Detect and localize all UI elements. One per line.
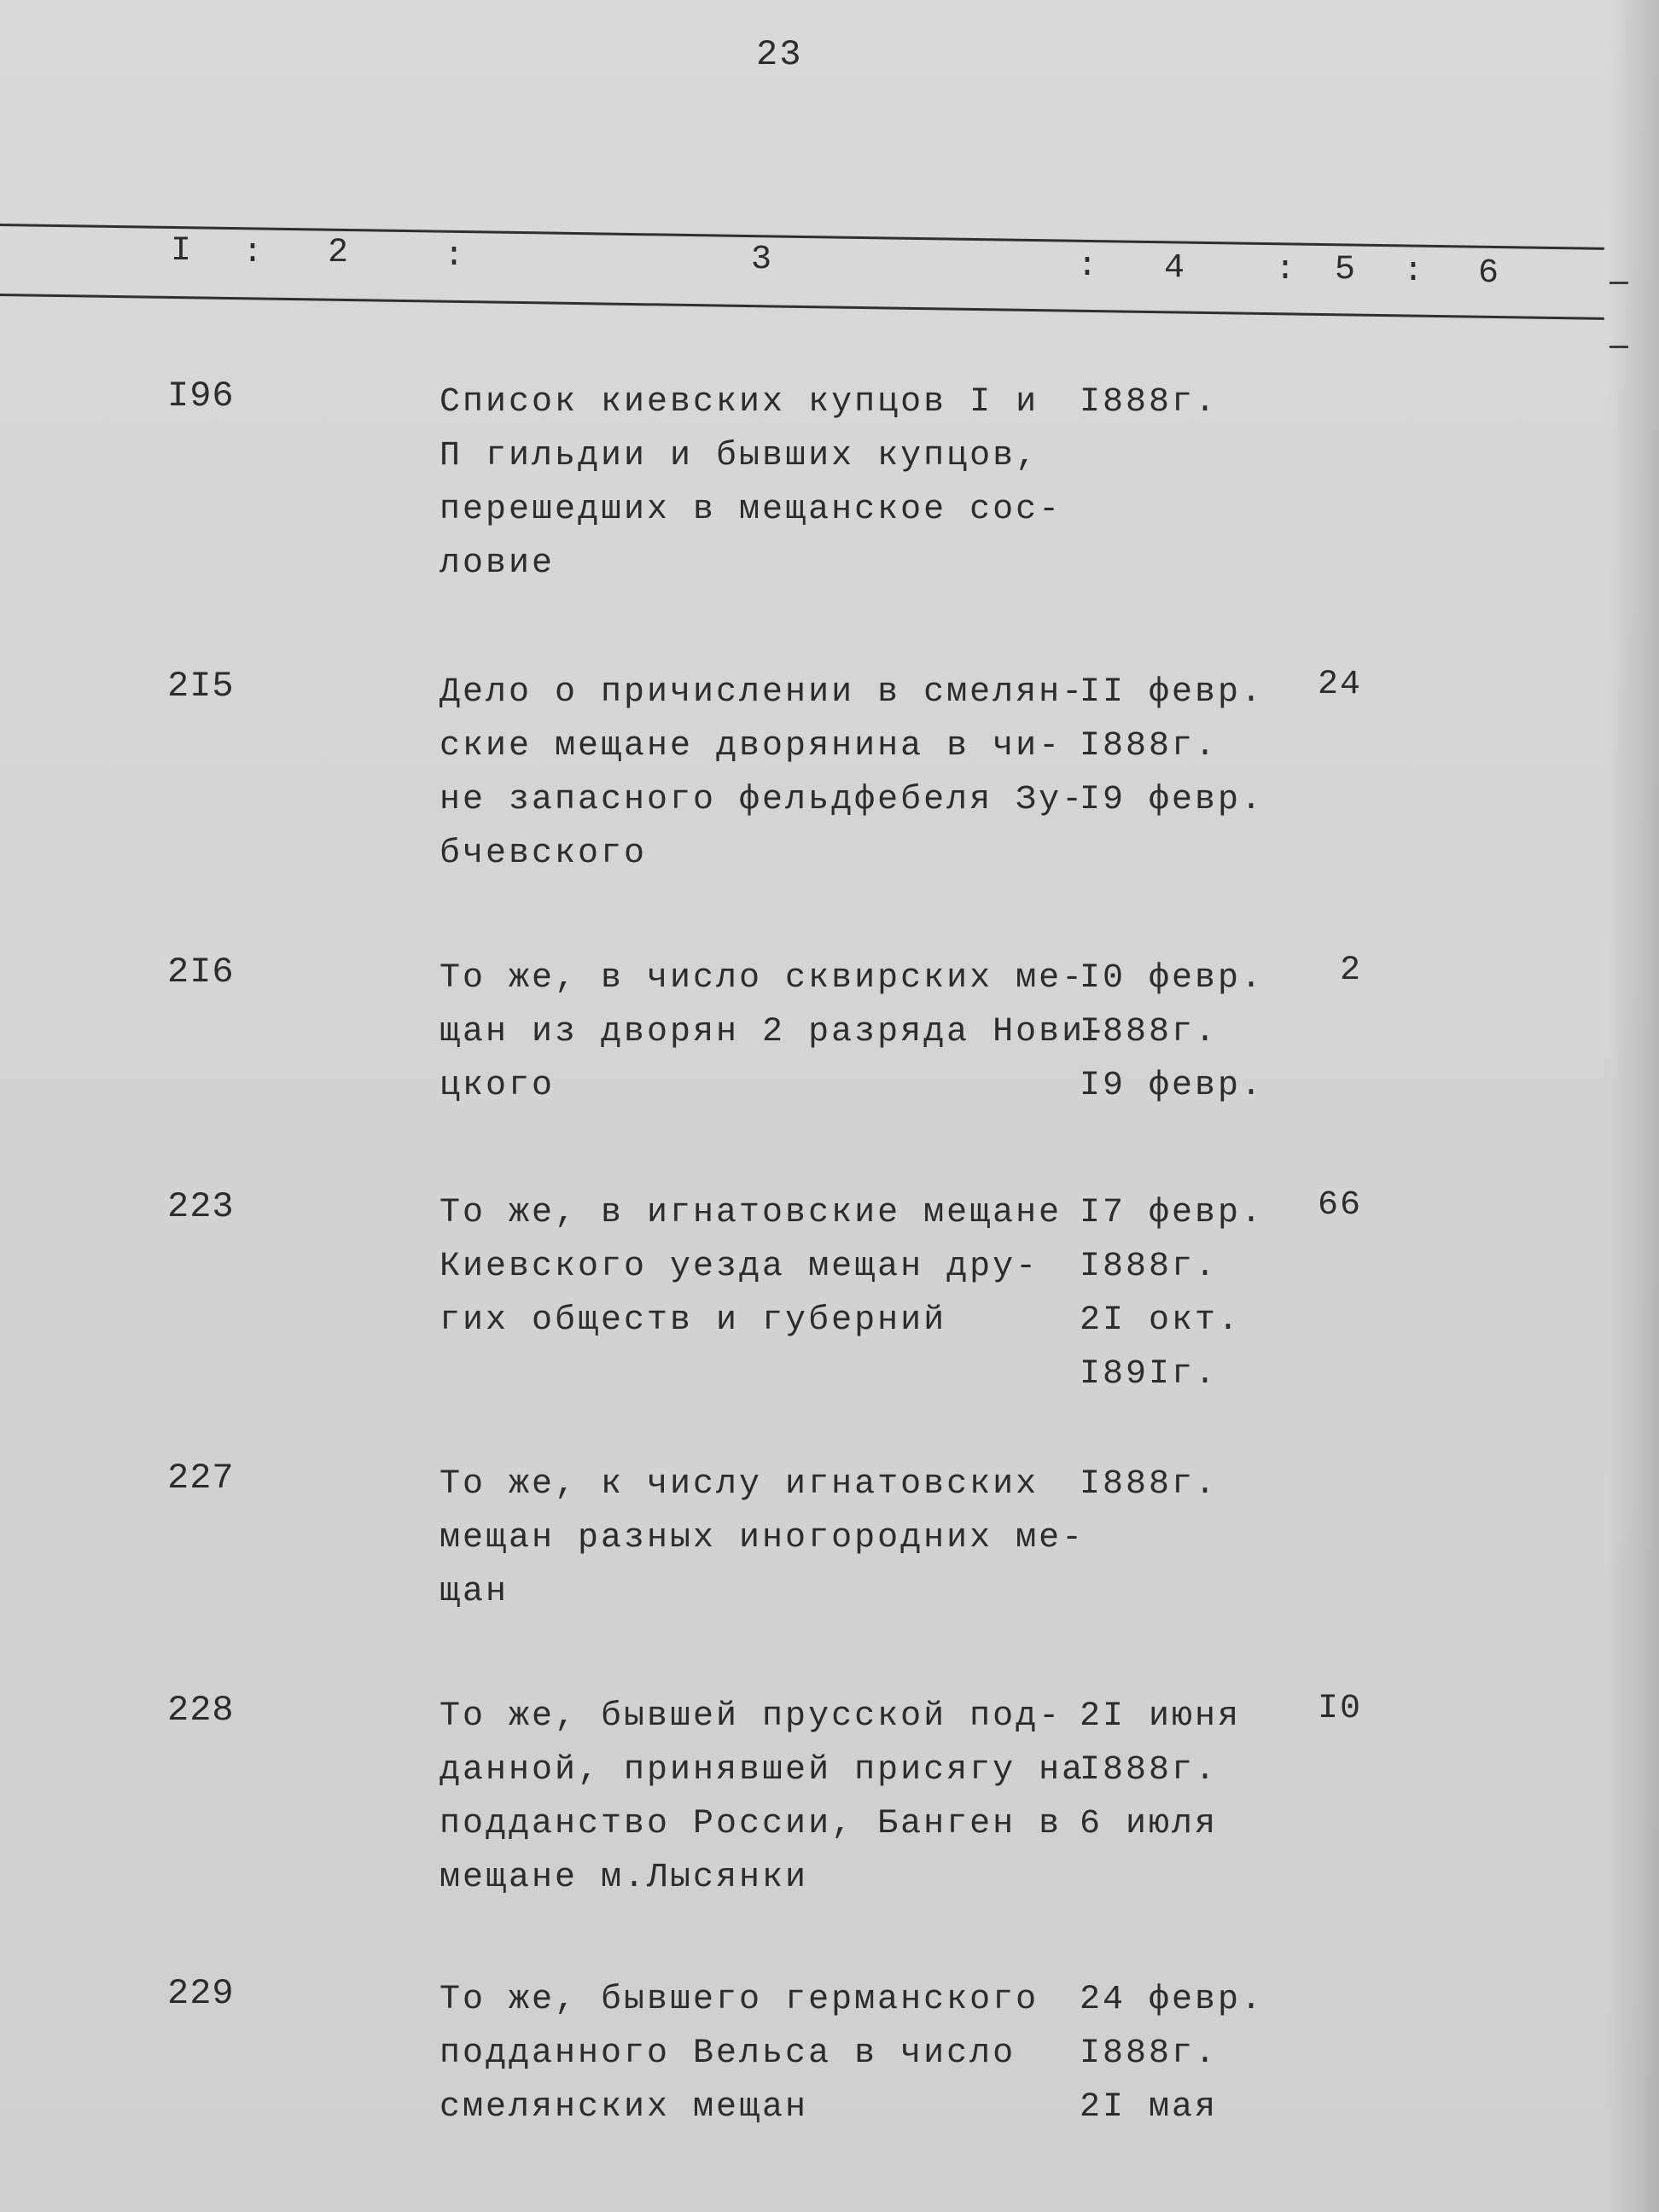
entry-description [439, 1690, 1086, 1905]
description-line: Список киевских купцов I и [439, 383, 1039, 422]
description-line: ские мещане дворянина в чи- [439, 727, 1062, 765]
description-line: подданство России, Банген в [439, 1805, 1062, 1843]
description-line: перешедших в мещанское сос- [439, 491, 1062, 529]
entry-description [439, 952, 1109, 1113]
description-line: Дело о причислении в смелян- [439, 673, 1086, 712]
description-line: ловие [439, 544, 556, 583]
date-line: 2I окт. [1080, 1301, 1242, 1340]
entry-number: I96 [167, 375, 235, 416]
description-line: мещан разных иногородних ме- [439, 1519, 1086, 1557]
date-line: I0 февр. [1080, 959, 1265, 998]
date-line: 2I мая [1080, 2088, 1219, 2127]
entry-number: 227 [167, 1458, 235, 1499]
entry-number: 2I5 [167, 666, 235, 707]
entry-dates [1080, 1973, 1276, 2134]
column-header-2: 2 [328, 234, 349, 272]
description-line: подданного Вельса в число [439, 2034, 1016, 2073]
column-header-4: 4 [1164, 249, 1185, 288]
margin-tick [1610, 346, 1628, 348]
column-header-1: I [171, 232, 192, 271]
column-separator: : [444, 237, 465, 276]
date-line: 24 февр. [1080, 1981, 1265, 2019]
entry-description [439, 1186, 1071, 1348]
entry-dates [1080, 952, 1276, 1113]
entry-sheets: 66 [1317, 1186, 1362, 1225]
page-number: 23 [756, 34, 803, 75]
date-line: I888г. [1080, 1465, 1219, 1504]
description-line: То же, в число сквирских ме- [439, 959, 1086, 998]
column-header-row [0, 230, 1659, 293]
entry-number: 2I6 [167, 952, 235, 992]
description-line: щан из дворян 2 разряда Нови- [439, 1013, 1109, 1051]
date-line: I9 февр. [1080, 781, 1265, 819]
description-line: То же, в игнатовские мещане [439, 1194, 1062, 1232]
date-line: I7 февр. [1080, 1194, 1265, 1232]
entry-number: 229 [167, 1973, 235, 2014]
entry-dates [1080, 1458, 1276, 1511]
date-line: 6 июля [1080, 1805, 1219, 1843]
date-line: I888г. [1080, 1751, 1219, 1790]
description-line: То же, бывшего германского [439, 1981, 1039, 2019]
date-line: I89Iг. [1080, 1355, 1219, 1394]
column-separator: : [242, 234, 264, 272]
date-line: 2I июня [1080, 1697, 1242, 1736]
entry-number: 223 [167, 1186, 235, 1227]
date-line: I888г. [1080, 1248, 1219, 1286]
description-line: не запасного фельдфебеля Зу- [439, 781, 1086, 819]
date-line: I888г. [1080, 2034, 1219, 2073]
entry-number: 228 [167, 1690, 235, 1731]
entry-dates [1080, 1186, 1276, 1401]
description-line: цкого [439, 1067, 556, 1105]
header-bottom-rule [0, 294, 1604, 320]
entry-sheets: I0 [1317, 1690, 1362, 1728]
date-line: I888г. [1080, 727, 1219, 765]
entry-sheets: 2 [1339, 952, 1362, 990]
date-line: I9 февр. [1080, 1067, 1265, 1105]
description-line: Киевского уезда мещан дру- [439, 1248, 1039, 1286]
description-line: гих обществ и губерний [439, 1301, 947, 1340]
description-line: щан [439, 1573, 509, 1611]
entry-description [439, 1973, 1071, 2134]
column-header-3: 3 [751, 241, 772, 279]
description-line: То же, к числу игнатовских [439, 1465, 1039, 1504]
description-line: смелянских мещан [439, 2088, 809, 2127]
entry-description [439, 375, 1071, 591]
entry-description [439, 1458, 1086, 1619]
column-header-5: 5 [1335, 251, 1356, 289]
description-line: мещане м.Лысянки [439, 1859, 809, 1897]
column-header-6: 6 [1478, 254, 1499, 293]
column-separator: : [1275, 251, 1296, 289]
date-line: I888г. [1080, 1013, 1219, 1051]
description-line: бчевского [439, 835, 648, 873]
description-line: данной, принявшей присягу на [439, 1751, 1086, 1790]
entry-dates [1080, 666, 1276, 827]
entry-dates [1080, 1690, 1276, 1851]
column-separator: : [1077, 247, 1098, 286]
date-line: II февр. [1080, 673, 1265, 712]
entry-dates [1080, 375, 1276, 429]
description-line: То же, бывшей прусской под- [439, 1697, 1062, 1736]
entry-sheets: 24 [1317, 666, 1362, 704]
entry-description [439, 666, 1086, 881]
date-line: I888г. [1080, 383, 1219, 422]
column-separator: : [1403, 253, 1424, 291]
description-line: П гильдии и бывших купцов, [439, 437, 1039, 475]
page-edge-shadow [1608, 0, 1659, 2212]
